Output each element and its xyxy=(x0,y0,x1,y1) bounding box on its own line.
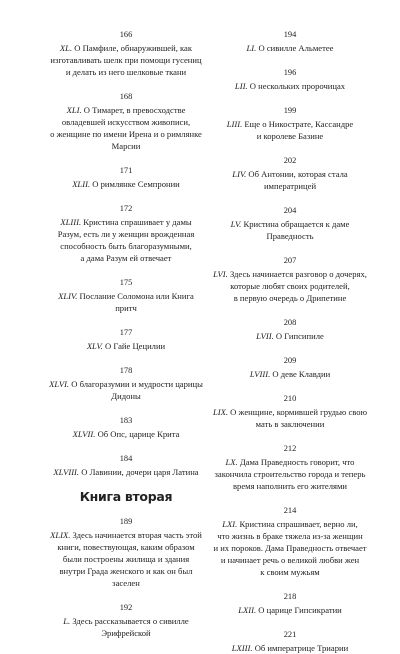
entry-title xyxy=(36,178,216,190)
entry-text: О деве Клавдии xyxy=(272,369,331,379)
toc-entry xyxy=(36,602,216,639)
chapter-numeral: LIV. xyxy=(232,169,247,179)
page-number: 214 xyxy=(283,506,297,515)
entry-title xyxy=(200,218,380,242)
toc-entry xyxy=(200,629,380,654)
chapter-numeral: XLI. xyxy=(66,105,82,115)
entry-text: О благоразумии и мудрости царицы Дидоны xyxy=(71,379,203,401)
chapter-numeral: XLIII. xyxy=(60,217,82,227)
entry-title xyxy=(36,104,216,152)
toc-entry xyxy=(200,355,380,380)
toc-entry xyxy=(36,365,216,402)
page-number: 199 xyxy=(283,106,297,115)
chapter-numeral: XLVIII. xyxy=(53,467,80,477)
toc-entry xyxy=(200,591,380,616)
page-number: 192 xyxy=(119,603,133,612)
right-entries xyxy=(200,29,380,654)
toc-entry xyxy=(200,393,380,430)
page-number: 175 xyxy=(119,278,133,287)
chapter-numeral: LVI. xyxy=(213,269,228,279)
entry-title xyxy=(200,80,380,92)
entry-title xyxy=(200,518,380,578)
page-number: 210 xyxy=(283,394,297,403)
section-heading: Книга вторая xyxy=(79,489,173,504)
entry-title xyxy=(200,268,380,304)
page-number: 212 xyxy=(283,444,297,453)
entry-text: О Памфиле, обнаружившей, как изготавливать шелк при помощи гусениц и делать из него шелковые ткани xyxy=(50,43,202,77)
entry-text: О царице Гипсикратии xyxy=(258,605,342,615)
entry-text: Кристина обращается к даме Праведность xyxy=(243,219,350,241)
chapter-numeral: LVIII. xyxy=(249,369,271,379)
chapter-numeral: XL. xyxy=(59,43,73,53)
entry-title xyxy=(36,290,216,314)
toc-entry xyxy=(200,105,380,142)
toc-entry xyxy=(36,453,216,478)
entry-text: Здесь рассказывается о сивилле Эрифрейской xyxy=(72,616,189,638)
page-number: 183 xyxy=(119,416,133,425)
chapter-numeral: XLV. xyxy=(86,341,103,351)
entry-title xyxy=(200,168,380,192)
page-number: 171 xyxy=(119,166,133,175)
toc-entry xyxy=(200,317,380,342)
entry-title xyxy=(200,118,380,142)
page-number: 172 xyxy=(119,204,133,213)
page-number: 177 xyxy=(119,328,133,337)
page-number: 194 xyxy=(283,30,297,39)
entry-text: О сивилле Альметее xyxy=(258,43,334,53)
chapter-numeral: LX. xyxy=(225,457,238,467)
entry-text: О женщине, кормившей грудью свою мать в заключении xyxy=(230,407,368,429)
page-number: 184 xyxy=(119,454,133,463)
chapter-numeral: LII. xyxy=(234,81,248,91)
chapter-numeral: LXIII. xyxy=(231,643,253,653)
entry-title xyxy=(36,42,216,78)
toc-entry xyxy=(200,155,380,192)
left-column xyxy=(36,29,216,639)
entry-text: Кристина спрашивает у дамы Разум, есть ли у женщин врожденная способность быть благоразумными, а дама Разум ей отвечает xyxy=(57,217,195,263)
chapter-numeral: XLIX. xyxy=(50,530,71,540)
entry-text: О Тимарет, в превосходстве овладевшей искусством живописи, о женщине по имени Ирена и о римлянке Марсии xyxy=(50,105,202,151)
toc-entry xyxy=(36,516,216,589)
entry-text: О римлянке Семпронии xyxy=(92,179,180,189)
entry-text: Еще о Никострате, Кассандре и королеве Базине xyxy=(244,119,354,141)
toc-entry xyxy=(200,205,380,242)
entry-text: О Гайе Цецилии xyxy=(104,341,166,351)
left-entries-before xyxy=(36,29,216,478)
chapter-numeral: XLII. xyxy=(72,179,91,189)
entry-text: Об императрице Триарии xyxy=(254,643,349,653)
toc-entry xyxy=(36,327,216,352)
page-number: 189 xyxy=(119,517,133,526)
toc-entry xyxy=(200,29,380,54)
right-column xyxy=(200,29,380,654)
entry-text: О нескольких пророчицах xyxy=(249,81,346,91)
entry-text: Здесь начинается вторая часть этой книги, повествующая, каким образом были построены жилища и здания внутри Града женского и как он был заселен xyxy=(57,530,202,588)
left-entries-after xyxy=(36,516,216,639)
chapter-numeral: XLIV. xyxy=(58,291,78,301)
entry-title xyxy=(36,340,216,352)
chapter-numeral: LIX. xyxy=(212,407,229,417)
entry-text: Кристина спрашивает, верно ли, что жизнь в браке тяжела из-за женщин и их пороков. Дама Праведность отвечает и начинает речь о великой любви жен к своим мужьям xyxy=(213,519,367,577)
entry-title xyxy=(200,642,380,654)
toc-entry xyxy=(200,505,380,578)
entry-title xyxy=(200,330,380,342)
page-number: 168 xyxy=(119,92,133,101)
page-number: 207 xyxy=(283,256,297,265)
entry-title xyxy=(36,466,216,478)
chapter-numeral: LXI. xyxy=(222,519,238,529)
chapter-numeral: XLVI. xyxy=(49,379,70,389)
entry-title xyxy=(36,428,216,440)
toc-entry xyxy=(36,415,216,440)
page-number: 208 xyxy=(283,318,297,327)
entry-title xyxy=(36,615,216,639)
chapter-numeral: LI. xyxy=(246,43,257,53)
entry-text: Послание Соломона или Книга притч xyxy=(79,291,194,313)
page-number: 204 xyxy=(283,206,297,215)
page-number: 221 xyxy=(283,630,297,639)
entry-title xyxy=(200,42,380,54)
entry-text: О Гипсипиле xyxy=(275,331,324,341)
toc-entry xyxy=(200,255,380,304)
chapter-numeral: LIII. xyxy=(226,119,243,129)
page-number: 178 xyxy=(119,366,133,375)
toc-entry xyxy=(200,443,380,492)
chapter-numeral: LV. xyxy=(230,219,242,229)
chapter-numeral: XLVII. xyxy=(72,429,96,439)
chapter-numeral: L. xyxy=(63,616,71,626)
entry-title xyxy=(200,456,380,492)
toc-entry xyxy=(200,67,380,92)
entry-title xyxy=(36,529,216,589)
page-number: 166 xyxy=(119,30,133,39)
entry-title xyxy=(200,406,380,430)
entry-title xyxy=(36,216,216,264)
toc-entry xyxy=(36,29,216,78)
chapter-numeral: LVII. xyxy=(256,331,274,341)
toc-entry xyxy=(36,277,216,314)
entry-text: Об Антонии, которая стала императрицей xyxy=(248,169,348,191)
toc-entry xyxy=(36,203,216,264)
page-number: 209 xyxy=(283,356,297,365)
entry-text: О Лавинии, дочери царя Латина xyxy=(81,467,199,477)
page-number: 218 xyxy=(283,592,297,601)
entry-title xyxy=(200,368,380,380)
toc-entry xyxy=(36,165,216,190)
entry-text: Об Опс, царице Крита xyxy=(97,429,180,439)
page-number: 202 xyxy=(283,156,297,165)
entry-text: Дама Праведность говорит, что закончила строительство города и теперь время наполнить его жителями xyxy=(214,457,366,491)
chapter-numeral: LXII. xyxy=(238,605,257,615)
entry-text: Здесь начинается разговор о дочерях, которые любят своих родителей, в первую очередь о Дрипетине xyxy=(229,269,367,303)
page-number: 196 xyxy=(283,68,297,77)
toc-entry xyxy=(36,91,216,152)
entry-title xyxy=(36,378,216,402)
